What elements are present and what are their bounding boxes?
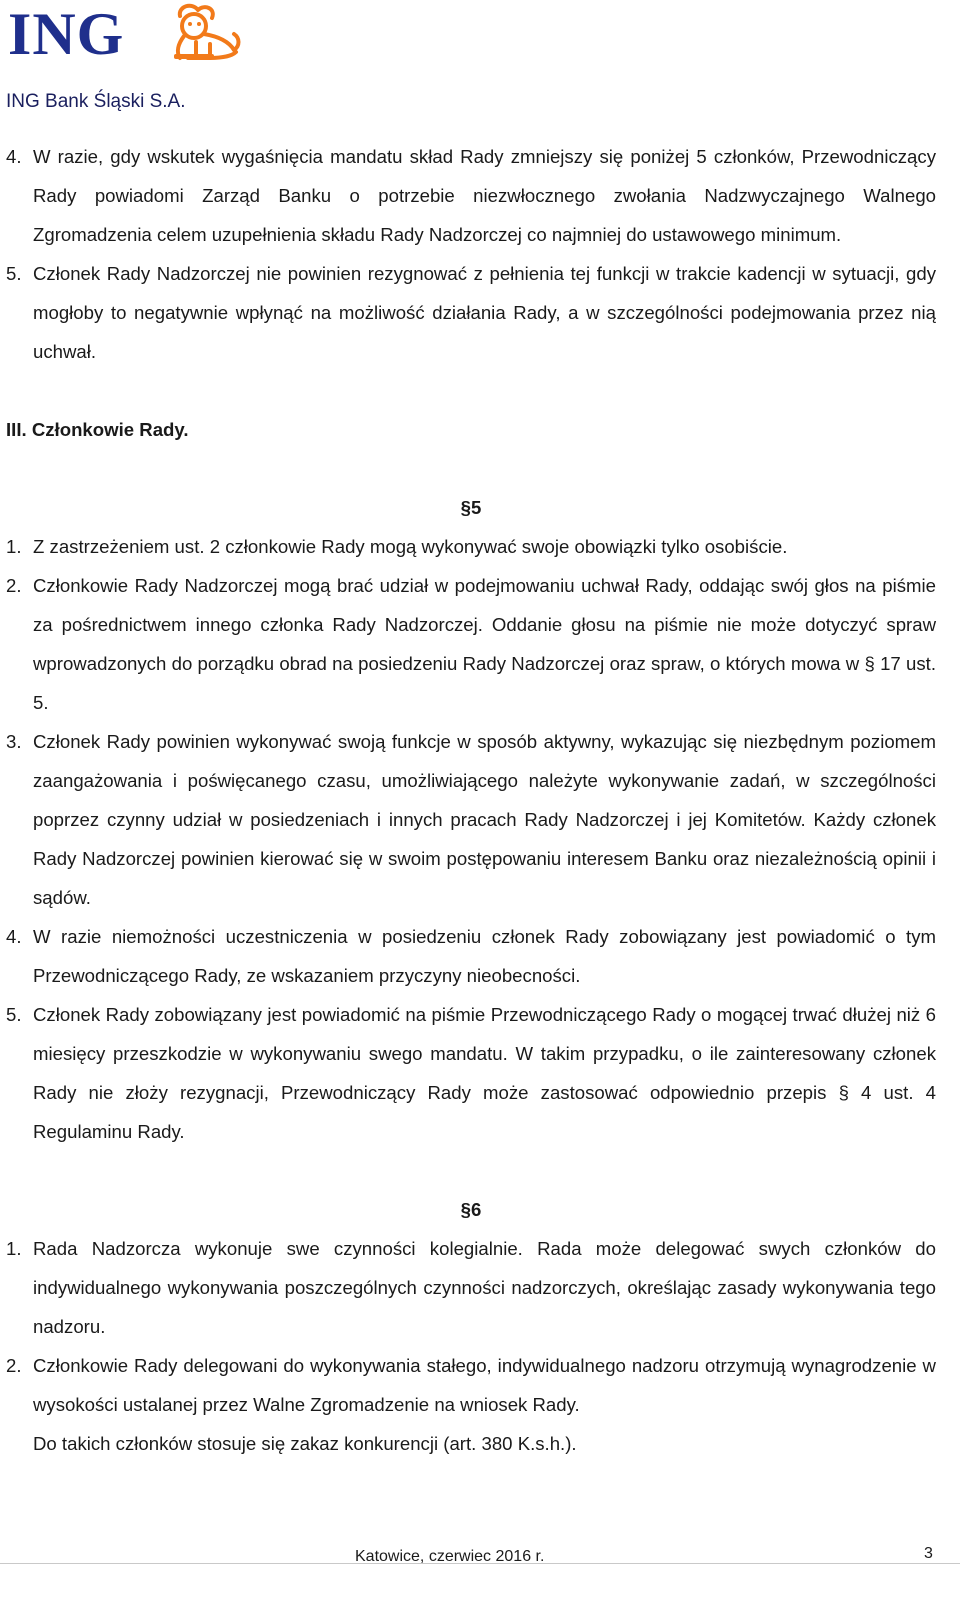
item-number: 1.: [6, 1238, 22, 1259]
s6-paragraph-1: [6, 1229, 936, 1346]
item-number: 5.: [6, 1004, 22, 1025]
item-number: 2.: [6, 1355, 22, 1376]
s5-paragraph-2: [6, 566, 936, 722]
chapter-heading: III. Członkowie Rady.: [6, 419, 189, 440]
item-number: 4.: [6, 926, 22, 947]
paragraph-4: [6, 137, 936, 254]
page-number: 3: [924, 1545, 933, 1562]
item-text: Członkowie Rady delegowani do wykonywania stałego, indywidualnego nadzoru otrzymują wynagrodzenie w wysokości ustalanej przez Walne Zgromadzenie na wniosek Rady.: [33, 1355, 936, 1415]
item-text: Członek Rady zobowiązany jest powiadomić na piśmie Przewodniczącego Rady o mogącej trwać dłużej niż 6 miesięcy przeszkodzie w wykonywaniu swego mandatu. W takim przypadku, o ile zainteresowany członek Rady nie złoży rezygnacji, Przewodniczący Rady może zastosować odpowiednio przepis § 4 ust. 4 Regulaminu Rady.: [33, 1004, 936, 1142]
item-number: 3.: [6, 731, 22, 752]
lion-icon: [150, 2, 242, 62]
document-body: [6, 137, 936, 1463]
s5-paragraph-5: [6, 995, 936, 1151]
section-5-title: §5: [460, 497, 482, 518]
item-text: Członek Rady powinien wykonywać swoją funkcje w sposób aktywny, wykazując się niezbędnym poziomem zaangażowania i poświęcanego czasu, umożliwiającego należyte wykonywanie zadań, w szczególności poprzez czynny udział w posiedzeniach i innych pracach Rady Nadzorczej i jej Komitetów. Każdy członek Rady Nadzorczej powinien kierować się w swoim postępowaniu interesem Banku oraz niezależnością opinii i sądów.: [33, 731, 936, 908]
section-6-title: §6: [460, 1199, 482, 1220]
s5-paragraph-4: [6, 917, 936, 995]
footer-place-date: Katowice, czerwiec 2016 r.: [355, 1548, 545, 1565]
bank-name: ING Bank Śląski S.A.: [6, 91, 186, 112]
s6-trailing-text: Do takich członków stosuje się zakaz konkurencji (art. 380 K.s.h.).: [33, 1433, 577, 1454]
ing-logo: [8, 1, 238, 67]
item-text: Rada Nadzorcza wykonuje swe czynności kolegialnie. Rada może delegować swych członków do indywidualnego wykonywania poszczególnych czynności nadzorczych, określając zasady wykonywania tego nadzoru.: [33, 1238, 936, 1337]
item-number: 4.: [6, 146, 22, 167]
item-text: Członek Rady Nadzorczej nie powinien rezygnować z pełnienia tej funkcji w trakcie kadencji w sytuacji, gdy mogłoby to negatywnie wpłynąć na możliwość działania Rady, a w szczególności podejmowania przez nią uchwał.: [33, 263, 936, 362]
item-text: W razie niemożności uczestniczenia w posiedzeniu członek Rady zobowiązany jest powiadomić o tym Przewodniczącego Rady, ze wskazaniem przyczyny nieobecności.: [33, 926, 936, 986]
item-number: 5.: [6, 263, 22, 284]
logo-wordmark: ING: [8, 1, 125, 67]
item-text: Z zastrzeżeniem ust. 2 członkowie Rady mogą wykonywać swoje obowiązki tylko osobiście.: [33, 536, 788, 557]
item-text: W razie, gdy wskutek wygaśnięcia mandatu skład Rady zmniejszy się poniżej 5 członków, Przewodniczący Rady powiadomi Zarząd Banku o potrzebie niezwłocznego zwołania Nadzwyczajnego Walnego Zgromadzenia celem uzupełnienia składu Rady Nadzorczej co najmniej do ustawowego minimum.: [33, 146, 936, 245]
s5-paragraph-3: [6, 722, 936, 917]
paragraph-5: [6, 254, 936, 371]
s6-paragraph-2: [6, 1346, 936, 1424]
item-text: Członkowie Rady Nadzorczej mogą brać udział w podejmowaniu uchwał Rady, oddając swój głos na piśmie za pośrednictwem innego członka Rady Nadzorczej. Oddanie głosu na piśmie nie może dotyczyć spraw wprowadzonych do porządku obrad na posiedzeniu Rady Nadzorczej oraz spraw, o których mowa w § 17 ust. 5.: [33, 575, 936, 713]
item-number: 2.: [6, 575, 22, 596]
s5-paragraph-1: [6, 527, 936, 566]
item-number: 1.: [6, 536, 22, 557]
